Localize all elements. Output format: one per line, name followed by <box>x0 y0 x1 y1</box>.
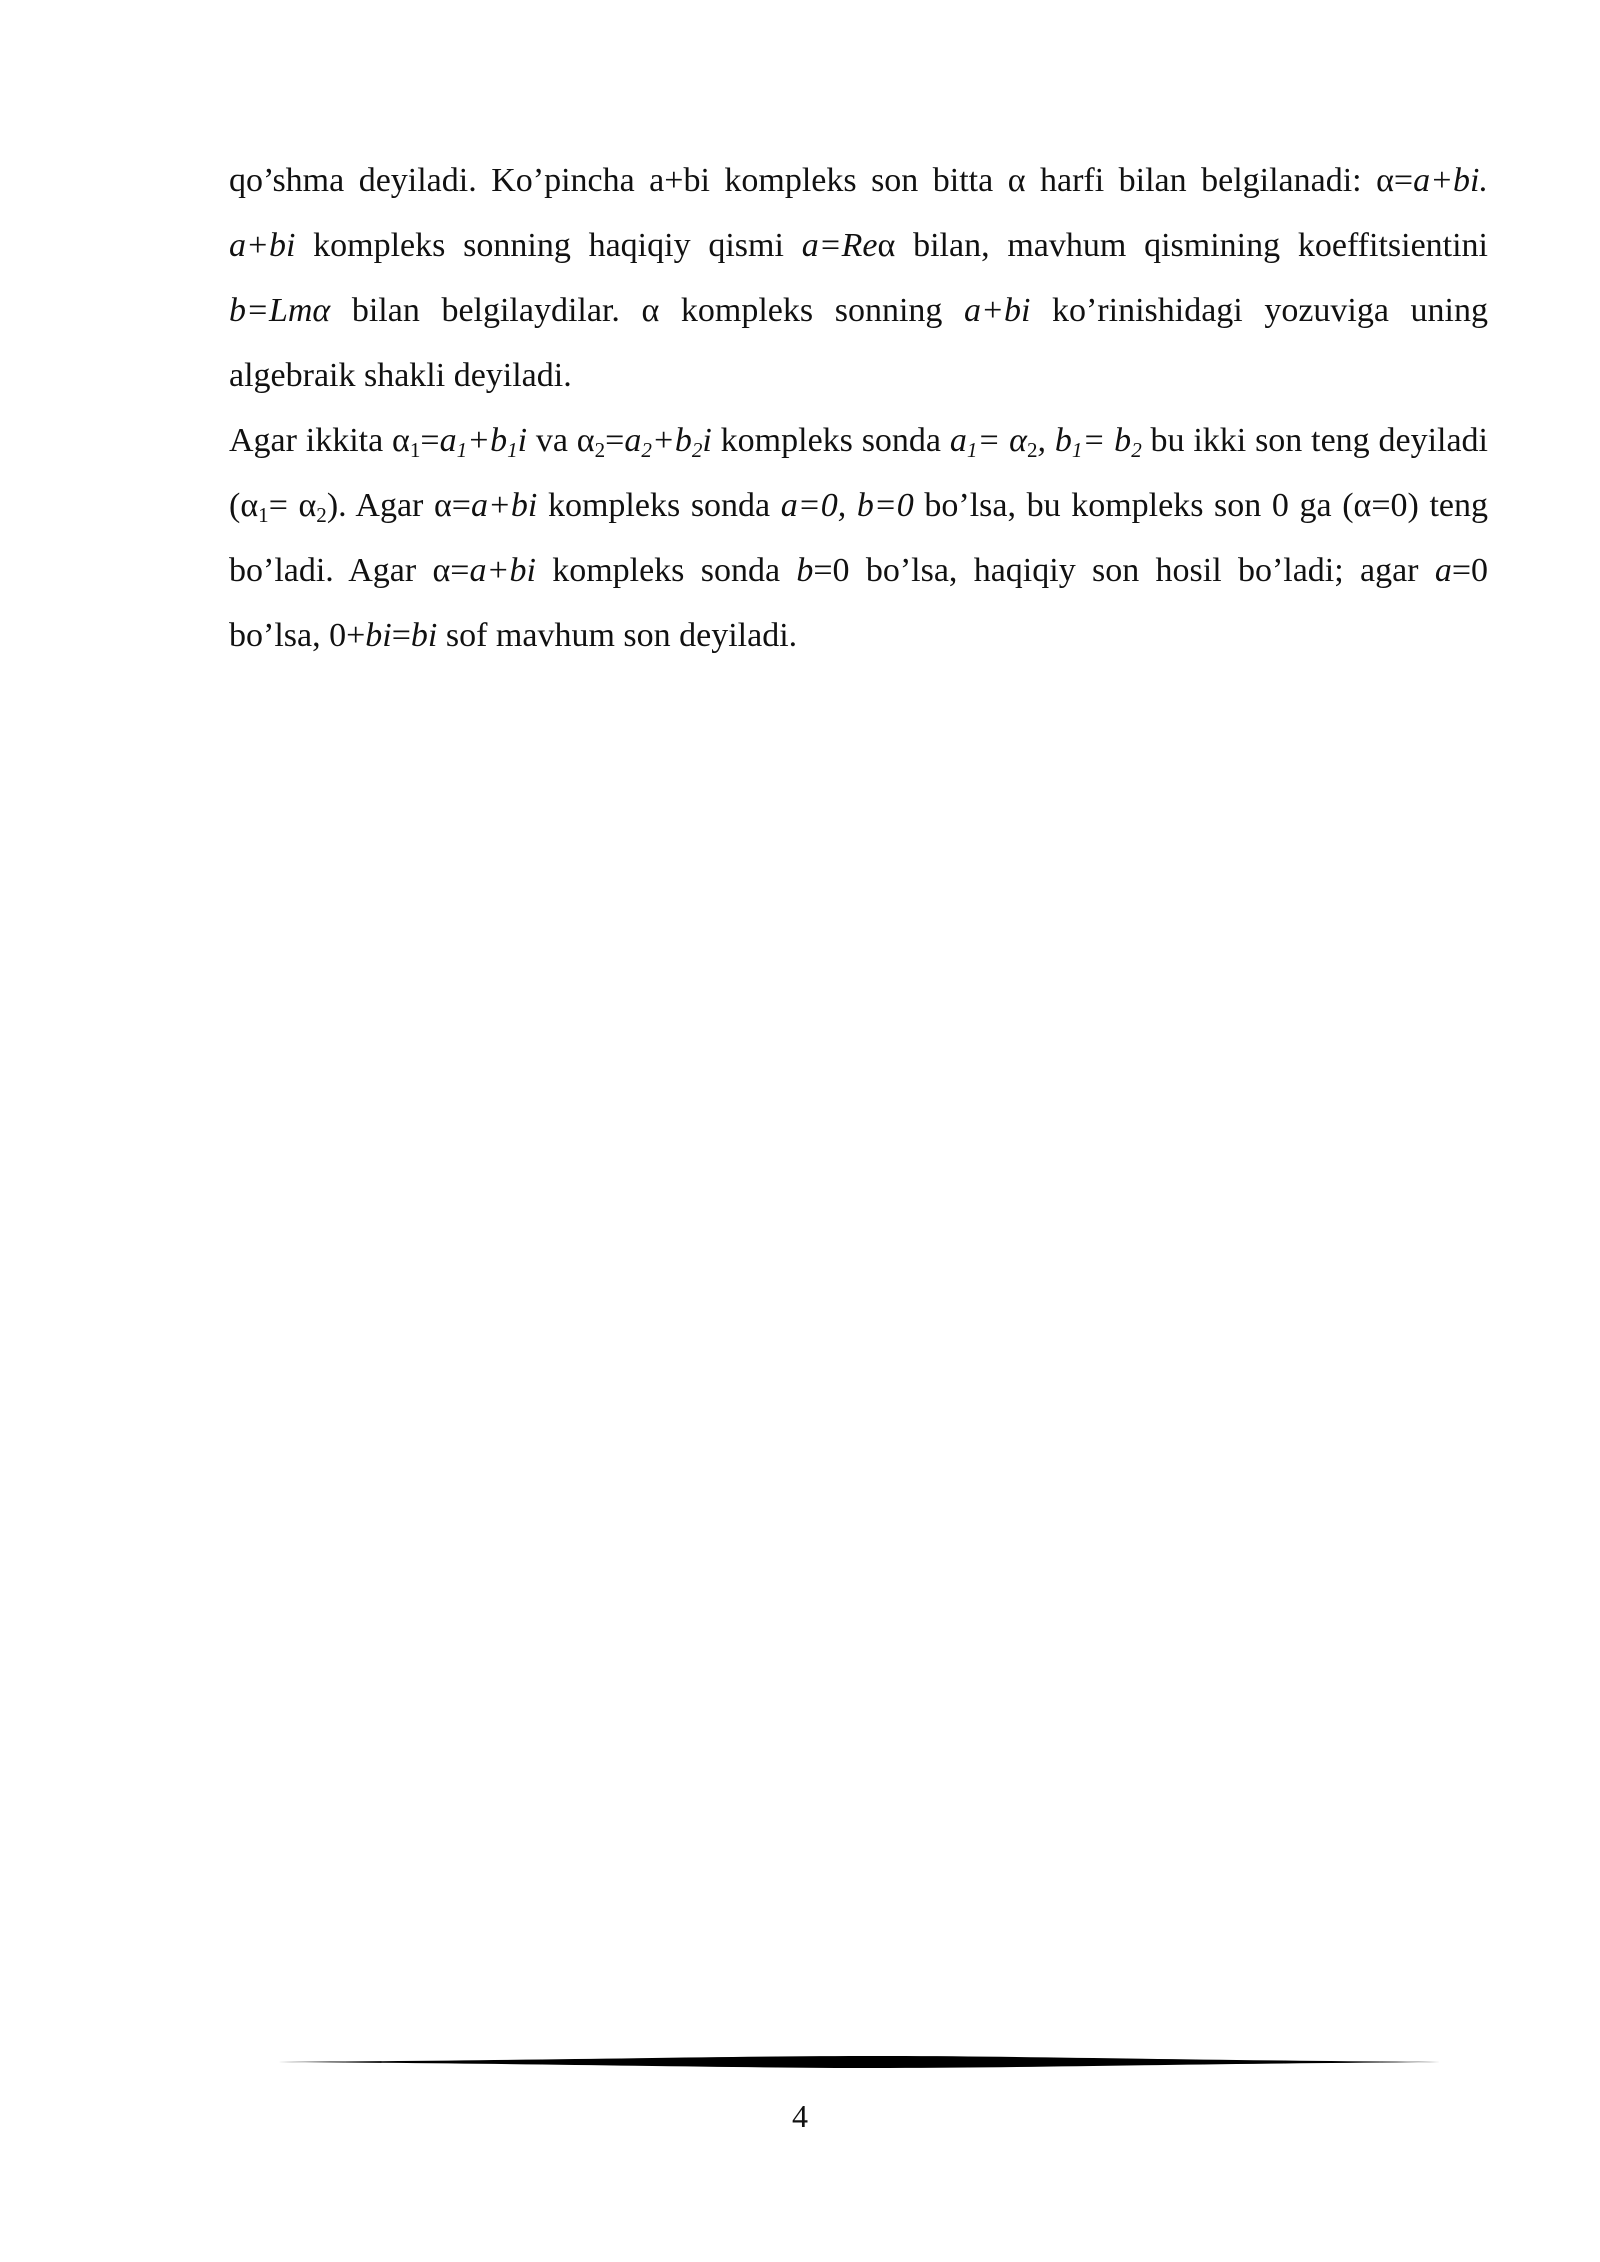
page-number: 4 <box>792 2098 808 2134</box>
paragraph-equality-of-complex-numbers <box>229 408 1488 668</box>
subscript-index: 2 <box>594 437 606 462</box>
footer-rule-shape <box>278 2056 1440 2068</box>
text-run: = α <box>268 487 317 524</box>
text-run: qo’shma deyiladi. Ko’pincha a+bi kompleks son bitta α harfi bilan belgilanadi: α= <box>229 162 1414 199</box>
text-run: = <box>605 422 625 459</box>
paragraph-complex-number-definition <box>229 148 1488 408</box>
text-run: =0 bo’lsa, 0+ <box>229 552 1488 654</box>
math-expression: a+bi. <box>1413 162 1488 199</box>
subscript-index: 1 <box>409 437 421 462</box>
math-expression: bi <box>410 617 438 654</box>
text-run: bu ikki son teng deyiladi (α <box>229 422 1488 524</box>
math-expression: a+bi <box>964 292 1031 329</box>
subscript-index: 2 <box>1131 437 1142 462</box>
text-run: Agar ikkita α <box>229 422 410 459</box>
text-run: ko’rinishidagi yozuviga uning algebraik shakli deyiladi. <box>229 292 1489 394</box>
subscript-index: 1 <box>1071 437 1083 462</box>
math-expression: i <box>702 422 712 459</box>
text-run: kompleks sonda <box>537 487 781 524</box>
math-expression: b <box>796 552 814 589</box>
math-expression: a+bi <box>470 487 538 524</box>
math-expression: +b <box>651 422 692 459</box>
text-run: bo’lsa, bu kompleks son 0 ga (α=0) teng bo’ladi. Agar α= <box>229 487 1488 589</box>
math-expression: a <box>1434 552 1452 589</box>
subscript-index: 1 <box>258 502 269 527</box>
subscript-index: 2 <box>316 502 327 527</box>
text-run: =0 bo’lsa, haqiqiy son hosil bo’ladi; agar <box>813 552 1435 589</box>
math-expression: b=Lmα <box>229 292 331 329</box>
math-expression: a+bi <box>469 552 536 589</box>
subscript-index: 2 <box>691 437 703 462</box>
math-expression: a+bi <box>229 227 296 264</box>
math-expression: +b <box>467 422 508 459</box>
text-run: kompleks sonda <box>711 422 950 459</box>
math-expression: a=Re <box>801 227 878 264</box>
math-expression: a=0, b=0 <box>780 487 914 524</box>
text-run: kompleks sonda <box>535 552 797 589</box>
math-expression: = b <box>1082 422 1132 459</box>
math-expression: , b <box>1037 422 1072 459</box>
text-run: α bilan, mavhum qismining koeffitsientini <box>877 227 1488 264</box>
math-expression: a <box>949 422 967 459</box>
subscript-index: 1 <box>966 437 978 462</box>
math-expression: a <box>624 422 642 459</box>
text-run: = <box>391 617 411 654</box>
text-run: ). Agar α= <box>326 487 471 524</box>
math-expression: a <box>439 422 457 459</box>
text-run: kompleks sonning haqiqiy qismi <box>295 227 802 264</box>
body-text <box>229 148 1488 668</box>
subscript-index: 2 <box>641 437 652 462</box>
text-run: va α <box>527 422 595 459</box>
text-run: = <box>420 422 440 459</box>
subscript-index: 2 <box>1027 437 1038 462</box>
text-run: sof mavhum son deyiladi. <box>437 617 798 654</box>
subscript-index: 1 <box>507 437 518 462</box>
math-expression: i <box>517 422 528 459</box>
text-run: bilan belgilaydilar. α kompleks sonning <box>330 292 964 329</box>
math-expression: = α <box>977 422 1027 459</box>
math-expression: bi <box>365 617 392 654</box>
subscript-index: 1 <box>456 437 468 462</box>
footer-rule <box>278 2050 1440 2074</box>
